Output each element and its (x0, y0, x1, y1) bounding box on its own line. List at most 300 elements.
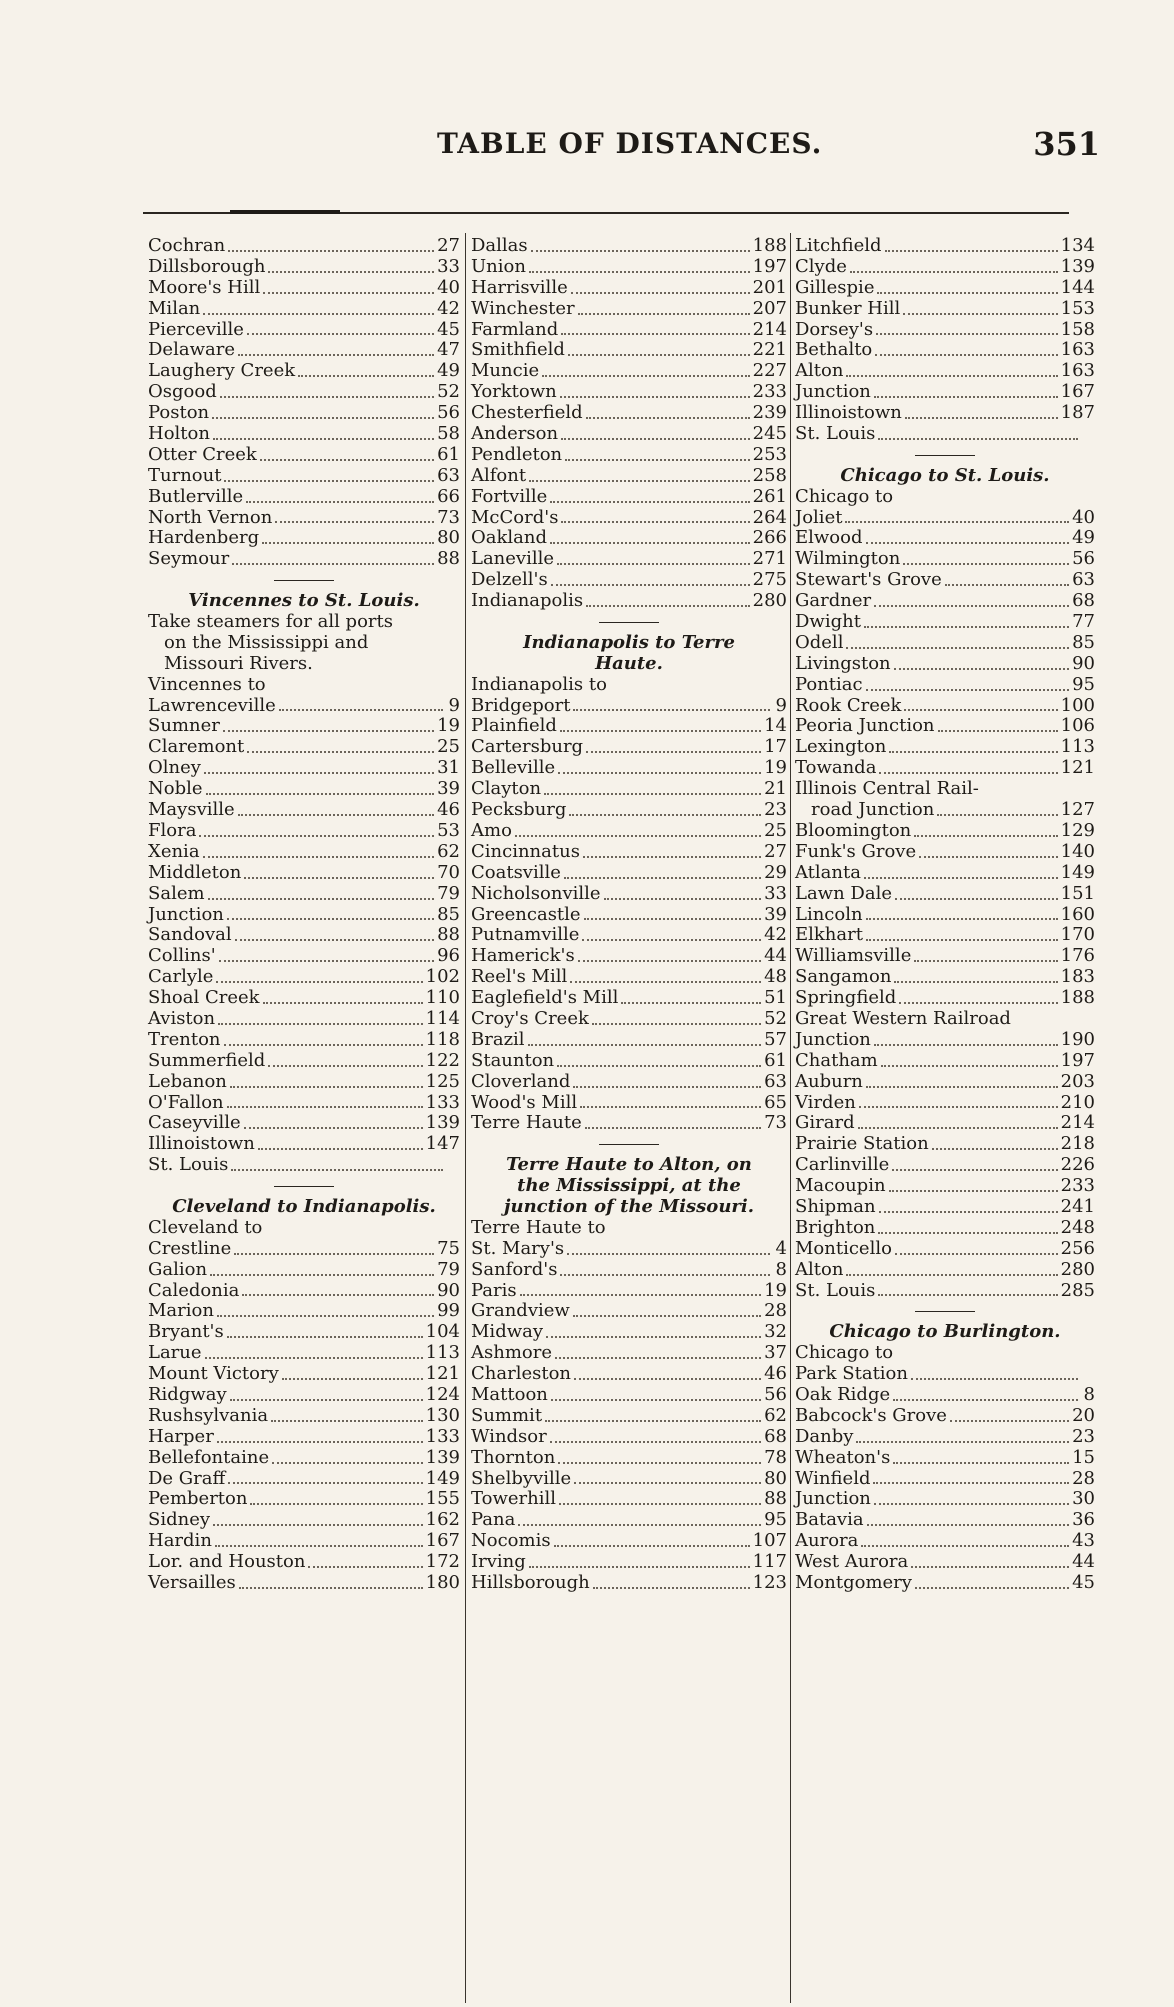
dot-leader (874, 605, 1069, 607)
dot-leader (938, 730, 1058, 732)
station-name: Dorsey's (795, 318, 874, 340)
distance-row (471, 257, 787, 278)
dot-leader (238, 354, 434, 356)
dot-leader (932, 1148, 1058, 1150)
dot-leader (268, 1065, 422, 1067)
dot-leader (560, 396, 750, 398)
distance-value: 19 (764, 757, 787, 779)
station-name: Greencastle (471, 903, 581, 925)
distance-row (471, 1364, 787, 1385)
dot-leader (568, 354, 750, 356)
station-name: Pontiac (795, 673, 863, 695)
station-name: Anderson (471, 423, 559, 445)
distance-row (148, 1364, 460, 1385)
distance-row (148, 1113, 460, 1134)
distance-row (795, 696, 1095, 717)
distance-row (795, 1030, 1095, 1051)
station-name: Pierceville (148, 318, 244, 340)
station-name: North Vernon (148, 506, 273, 528)
distance-row (795, 1113, 1095, 1134)
station-name: Carlyle (148, 966, 214, 988)
dot-leader (557, 563, 750, 565)
distance-row (148, 1134, 460, 1155)
station-name: Danby (795, 1425, 854, 1447)
distance-value: 102 (425, 966, 460, 988)
dot-leader (866, 542, 1070, 544)
distance-value: 14 (764, 715, 787, 737)
station-name: Alton (795, 360, 844, 382)
dot-leader (246, 501, 434, 503)
distance-value: 57 (764, 1028, 787, 1050)
dot-leader (586, 751, 761, 753)
station-name: Elwood (795, 527, 863, 549)
distance-value: 167 (1060, 381, 1095, 403)
distance-value: 70 (437, 861, 460, 883)
station-name: Larue (148, 1342, 202, 1364)
distance-row (148, 299, 460, 320)
dot-leader (544, 793, 761, 795)
dot-leader (573, 1086, 761, 1088)
distance-row (148, 1489, 460, 1510)
distance-row (471, 1489, 787, 1510)
station-name: Farmland (471, 318, 559, 340)
dot-leader (846, 375, 1057, 377)
distance-row (795, 1072, 1095, 1093)
distance-value: 113 (1060, 736, 1095, 758)
station-name: Lebanon (148, 1070, 227, 1092)
station-name: Summerfield (148, 1049, 266, 1071)
station-name: Caledonia (148, 1279, 240, 1301)
distance-value: 53 (437, 819, 460, 841)
distance-value: 61 (764, 1049, 787, 1071)
distance-value: 214 (752, 318, 787, 340)
station-name: Brighton (795, 1216, 876, 1238)
distance-value: 134 (1060, 235, 1095, 256)
section-separator (471, 1134, 787, 1155)
station-name: Noble (148, 778, 203, 800)
dot-leader (904, 709, 1057, 711)
station-name: Winfield (795, 1467, 871, 1489)
station-name: Oakland (471, 527, 547, 549)
route-text: Missouri Rivers. (164, 652, 313, 674)
station-name: Laughery Creek (148, 360, 296, 382)
station-name: Livingston (795, 652, 891, 674)
page-title: TABLE OF DISTANCES. (437, 127, 823, 160)
distance-value: 85 (437, 903, 460, 925)
distance-value: 180 (425, 1572, 460, 1593)
station-name: Dwight (795, 611, 861, 633)
dot-leader (856, 1441, 1069, 1443)
dot-leader (528, 1044, 762, 1046)
column-divider (465, 233, 466, 2003)
station-name: Putnamville (471, 924, 580, 946)
dot-leader (621, 1002, 761, 1004)
dot-leader (228, 250, 434, 252)
station-name: Montgomery (795, 1572, 912, 1593)
distance-value: 139 (425, 1112, 460, 1134)
station-name: Ashmore (471, 1342, 552, 1364)
dot-leader (227, 1106, 423, 1108)
distance-value: 21 (764, 778, 787, 800)
distance-value: 96 (437, 945, 460, 967)
dot-leader (899, 1002, 1057, 1004)
route-text: Illinois Central Rail- (795, 778, 979, 800)
distance-row (795, 884, 1095, 905)
distance-value: 266 (752, 527, 787, 549)
station-name: Oak Ridge (795, 1383, 891, 1405)
station-name: Junction (148, 903, 224, 925)
station-name: Sanford's (471, 1258, 558, 1280)
dot-leader (561, 438, 750, 440)
station-name: Delzell's (471, 569, 548, 591)
station-name: Hardenberg (148, 527, 260, 549)
distance-row (148, 737, 460, 758)
station-name: Marion (148, 1300, 214, 1322)
dot-leader (560, 730, 761, 732)
dot-leader (578, 960, 761, 962)
distance-value: 49 (437, 360, 460, 382)
station-name: Belleville (471, 757, 556, 779)
dot-leader (560, 1274, 770, 1276)
dot-leader (565, 459, 749, 461)
station-name: Cincinnatus (471, 840, 580, 862)
distance-row (795, 633, 1095, 654)
dot-leader (911, 1566, 1069, 1568)
distance-row (471, 946, 787, 967)
distance-row (471, 1239, 787, 1260)
dot-leader (520, 1294, 761, 1296)
station-name: Wheaton's (795, 1446, 891, 1468)
distance-row (148, 925, 460, 946)
route-heading: junction of the Missouri. (503, 1195, 754, 1217)
distance-value: 117 (752, 1551, 787, 1573)
distance-row (795, 382, 1095, 403)
distance-value: 201 (752, 276, 787, 298)
station-name: Nicholsonville (471, 882, 601, 904)
distance-row (148, 1281, 460, 1302)
distance-value: 36 (1072, 1509, 1095, 1531)
station-name: Lawn Dale (795, 882, 892, 904)
dot-leader (574, 1482, 761, 1484)
distance-value: 107 (752, 1530, 787, 1552)
distance-value: 25 (437, 736, 460, 758)
distance-row (148, 1030, 460, 1051)
station-name: Delaware (148, 339, 235, 361)
dot-leader (550, 501, 749, 503)
dot-leader (586, 605, 749, 607)
dot-leader (850, 271, 1058, 273)
distance-row (148, 1531, 460, 1552)
distance-row (795, 1155, 1095, 1176)
dot-leader (213, 1524, 423, 1526)
station-name: Crestline (148, 1237, 232, 1259)
distance-column-3 (795, 236, 1095, 1594)
dot-leader (518, 1524, 761, 1526)
distance-value: 163 (1060, 360, 1095, 382)
dot-leader (859, 1106, 1058, 1108)
distance-row (795, 946, 1095, 967)
dot-leader (199, 835, 434, 837)
distance-value: 56 (437, 402, 460, 424)
distance-row (148, 1301, 460, 1322)
distance-row (148, 1239, 460, 1260)
distance-row (471, 570, 787, 591)
distance-value: 261 (752, 485, 787, 507)
distance-value: 207 (752, 297, 787, 319)
distance-row (795, 1385, 1095, 1406)
route-heading: Vincennes to St. Louis. (188, 590, 420, 612)
dot-leader (215, 1545, 423, 1547)
distance-row (471, 842, 787, 863)
distance-row (471, 528, 787, 549)
distance-row (471, 466, 787, 487)
distance-value: 197 (1060, 1049, 1095, 1071)
distance-row (471, 1051, 787, 1072)
distance-value: 133 (425, 1425, 460, 1447)
distance-row (148, 800, 460, 821)
station-name: Staunton (471, 1049, 555, 1071)
distance-value: 66 (437, 485, 460, 507)
distance-value: 248 (1060, 1216, 1095, 1238)
distance-row (795, 758, 1095, 779)
distance-row (471, 340, 787, 361)
dot-leader (223, 730, 434, 732)
distance-row (148, 1051, 460, 1072)
distance-row (471, 508, 787, 529)
dot-leader (550, 1441, 761, 1443)
distance-row (471, 1322, 787, 1343)
distance-value: 123 (752, 1572, 787, 1593)
distance-value: 9 (775, 694, 787, 716)
distance-value: 158 (1060, 318, 1095, 340)
dot-leader (945, 584, 1069, 586)
distance-row (471, 779, 787, 800)
distance-value: 78 (764, 1446, 787, 1468)
distance-value: 170 (1060, 924, 1095, 946)
station-name: Aurora (795, 1530, 859, 1552)
station-name: Fortville (471, 485, 548, 507)
distance-row (795, 320, 1095, 341)
dot-leader (866, 939, 1058, 941)
distance-value: 79 (437, 882, 460, 904)
distance-value: 130 (425, 1404, 460, 1426)
distance-column-2 (471, 236, 787, 1594)
distance-value: 176 (1060, 945, 1095, 967)
dot-leader (555, 1357, 761, 1359)
dot-leader (561, 521, 749, 523)
distance-row (148, 1322, 460, 1343)
distance-value: 100 (1060, 694, 1095, 716)
route-text: Vincennes to (148, 673, 266, 695)
distance-value: 8 (775, 1258, 787, 1280)
station-name: Bryant's (148, 1321, 224, 1343)
distance-row (795, 654, 1095, 675)
distance-value: 39 (764, 903, 787, 925)
distance-value: 56 (764, 1383, 787, 1405)
distance-row (148, 236, 460, 257)
dot-leader (866, 1086, 1058, 1088)
dot-leader (905, 417, 1058, 419)
distance-row (795, 1573, 1095, 1594)
distance-value: 31 (437, 757, 460, 779)
distance-row (795, 612, 1095, 633)
distance-row (471, 1343, 787, 1364)
distance-row (471, 424, 787, 445)
station-name: De Graff (148, 1467, 226, 1489)
dot-leader (586, 417, 750, 419)
station-name: Hillsborough (471, 1572, 590, 1593)
dot-leader (584, 918, 762, 920)
distance-row (471, 925, 787, 946)
dot-leader (203, 856, 435, 858)
distance-value: 210 (1060, 1091, 1095, 1113)
station-name: Maysville (148, 799, 235, 821)
dot-leader (250, 1503, 422, 1505)
distance-row (795, 716, 1095, 737)
dot-leader (220, 396, 434, 398)
distance-value: 160 (1060, 903, 1095, 925)
station-name: Lor. and Houston (148, 1551, 306, 1573)
dot-leader (858, 1127, 1058, 1129)
dot-leader (542, 375, 750, 377)
dot-leader (218, 1023, 423, 1025)
dot-leader (554, 1545, 750, 1547)
distance-row (471, 1573, 787, 1594)
dot-leader (238, 814, 434, 816)
distance-row (148, 1510, 460, 1531)
dot-leader (224, 1044, 423, 1046)
distance-value: 95 (764, 1509, 787, 1531)
station-name: West Aurora (795, 1551, 909, 1573)
dot-leader (262, 542, 434, 544)
dot-leader (592, 1023, 761, 1025)
dot-leader (583, 856, 761, 858)
route-heading: Chicago to St. Louis. (840, 464, 1050, 486)
distance-row (148, 257, 460, 278)
distance-row (795, 508, 1095, 529)
dot-leader (550, 542, 750, 544)
station-name: Windsor (471, 1425, 547, 1447)
route-text: Cleveland to (148, 1216, 263, 1238)
distance-value: 221 (752, 339, 787, 361)
station-name: Clayton (471, 778, 542, 800)
dot-leader (604, 898, 762, 900)
distance-row (148, 340, 460, 361)
distance-row (471, 403, 787, 424)
distance-value: 68 (764, 1425, 787, 1447)
dot-leader (271, 1420, 423, 1422)
distance-row (795, 925, 1095, 946)
distance-value: 45 (437, 318, 460, 340)
dot-leader (873, 1482, 1069, 1484)
dot-leader (545, 1420, 761, 1422)
dot-leader (230, 1399, 423, 1401)
distance-row (148, 445, 460, 466)
distance-value: 172 (425, 1551, 460, 1573)
distance-row (148, 884, 460, 905)
station-name: Seymour (148, 548, 230, 570)
dot-leader (867, 1524, 1070, 1526)
dot-leader (573, 1315, 761, 1317)
dot-leader (864, 626, 1069, 628)
dot-leader (203, 313, 434, 315)
station-name: Harrisville (471, 276, 568, 298)
distance-value: 73 (764, 1112, 787, 1134)
station-name: Indianapolis (471, 590, 584, 612)
distance-row (795, 1364, 1095, 1385)
distance-row (795, 1531, 1095, 1552)
distance-row (148, 549, 460, 570)
dot-leader (234, 1253, 434, 1255)
dot-leader (258, 1148, 423, 1150)
distance-value: 104 (425, 1321, 460, 1343)
distance-row (795, 361, 1095, 382)
distance-row (471, 988, 787, 1009)
dot-leader (208, 898, 435, 900)
distance-row (795, 1510, 1095, 1531)
station-name: Babcock's Grove (795, 1404, 947, 1426)
distance-row (148, 779, 460, 800)
distance-row (795, 800, 1095, 821)
station-name: Sumner (148, 715, 220, 737)
distance-value: 125 (425, 1070, 460, 1092)
dot-leader (570, 981, 761, 983)
distance-row (471, 967, 787, 988)
distance-value: 25 (764, 819, 787, 841)
dot-leader (895, 1253, 1058, 1255)
dot-leader (263, 1002, 423, 1004)
station-name: Plainfield (471, 715, 557, 737)
station-name: Midway (471, 1321, 544, 1343)
station-name: Pana (471, 1509, 516, 1531)
distance-value: 285 (1060, 1279, 1095, 1301)
station-name: Mattoon (471, 1383, 548, 1405)
distance-row (471, 382, 787, 403)
distance-row (471, 1301, 787, 1322)
station-name: Shoal Creek (148, 987, 260, 1009)
station-name: Bloomington (795, 819, 912, 841)
distance-value: 62 (437, 840, 460, 862)
distance-row (795, 1093, 1095, 1114)
distance-value: 90 (1072, 652, 1095, 674)
route-heading: Indianapolis to Terre (523, 631, 735, 653)
station-name: Funk's Grove (795, 840, 917, 862)
distance-value: 114 (425, 1007, 460, 1029)
distance-row (471, 905, 787, 926)
dot-leader (558, 772, 761, 774)
distance-value: 227 (752, 360, 787, 382)
distance-row (471, 445, 787, 466)
distance-value: 127 (1060, 799, 1095, 821)
station-name: Shipman (795, 1195, 876, 1217)
station-name: St. Louis (795, 1279, 876, 1301)
station-name: Aviston (148, 1007, 216, 1029)
station-name: Salem (148, 882, 205, 904)
distance-value: 187 (1060, 402, 1095, 424)
dot-leader (894, 981, 1057, 983)
distance-value: 144 (1060, 276, 1095, 298)
page-header (140, 127, 1100, 171)
distance-row (148, 1260, 460, 1281)
distance-row (148, 320, 460, 341)
dot-leader (578, 313, 750, 315)
distance-row (795, 591, 1095, 612)
station-name: Flora (148, 819, 197, 841)
distance-column-1 (148, 236, 460, 1594)
distance-value: 17 (764, 736, 787, 758)
dot-leader (881, 1065, 1058, 1067)
dot-leader (204, 772, 434, 774)
